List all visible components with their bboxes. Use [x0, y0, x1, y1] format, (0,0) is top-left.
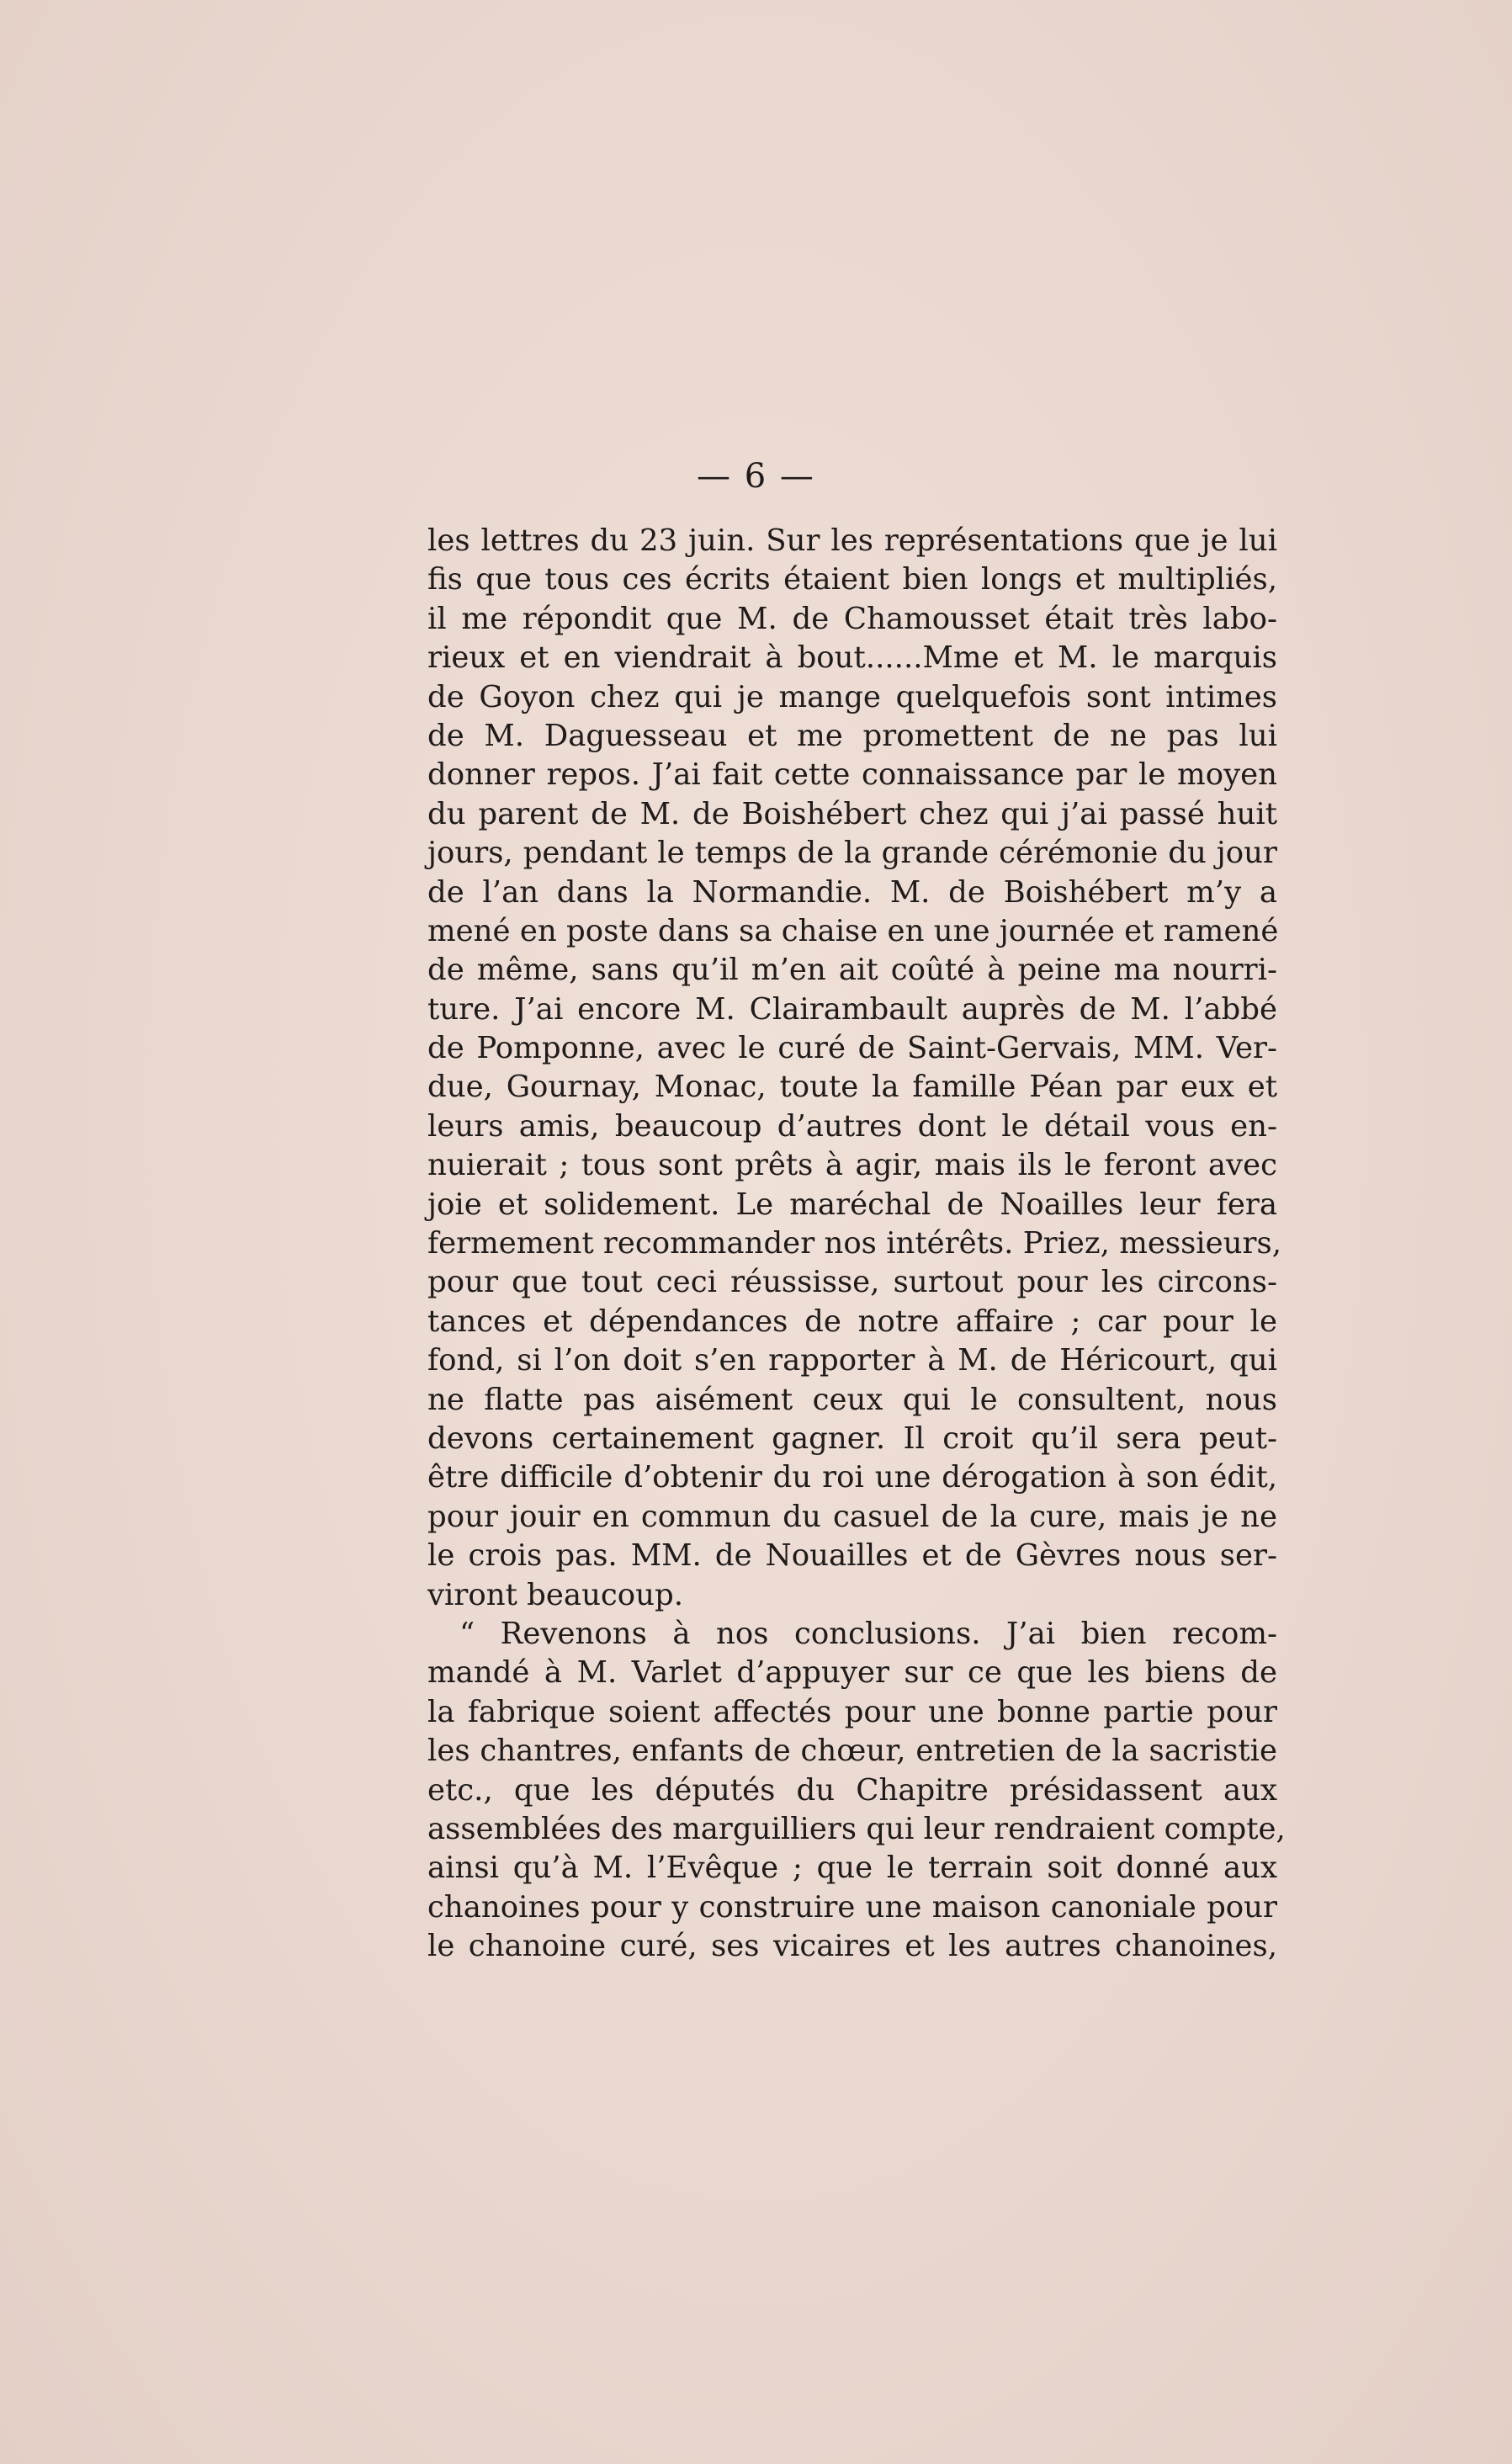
text-line: jours, pendant le temps de la grande cérémonie du jour — [427, 836, 1277, 871]
text-line: tances et dépendances de notre affaire ; car pour le — [427, 1304, 1277, 1339]
text-line: ne flatte pas aisément ceux qui le consultent, nous — [427, 1382, 1277, 1417]
text-line: joie et solidement. Le maréchal de Noailles leur fera — [427, 1187, 1277, 1222]
text-line: les lettres du 23 juin. Sur les représentations que je lui — [427, 523, 1277, 558]
text-line: ainsi qu’à M. l’Evêque ; que le terrain soit donné aux — [427, 1851, 1277, 1886]
body-text — [427, 522, 1286, 1966]
text-line: rieux et en viendrait à bout......Mme et M. le marquis — [427, 640, 1277, 676]
text-line: de Goyon chez qui je mange quelquefois sont intimes — [427, 679, 1277, 714]
text-line: du parent de M. de Boishébert chez qui j’ai passé huit — [427, 796, 1277, 831]
text-line: il me répondit que M. de Chamousset était très labo- — [427, 601, 1277, 636]
text-line: chanoines pour y construire une maison canoniale pour — [427, 1889, 1277, 1925]
text-line-paragraph-end: viront beaucoup. — [427, 1577, 684, 1612]
text-line: etc., que les députés du Chapitre présidassent aux — [427, 1772, 1277, 1808]
text-line: mené en poste dans sa chaise en une journée et ramené — [427, 913, 1279, 948]
text-line: ture. J’ai encore M. Clairambault auprès de M. l’abbé — [427, 991, 1277, 1027]
text-line: donner repos. J’ai fait cette connaissance par le moyen — [427, 757, 1277, 793]
text-line: leurs amis, beaucoup d’autres dont le détail vous en- — [427, 1108, 1277, 1144]
text-line: fis que tous ces écrits étaient bien longs et multipliés, — [427, 562, 1277, 597]
text-line: mandé à M. Varlet d’appuyer sur ce que les biens de — [427, 1655, 1277, 1691]
text-line: due, Gournay, Monac, toute la famille Péan par eux et — [427, 1070, 1277, 1105]
text-line: les chantres, enfants de chœur, entretien de la sacristie — [427, 1734, 1277, 1769]
text-line: la fabrique soient affectés pour une bonne partie pour — [427, 1694, 1277, 1729]
text-line: être difficile d’obtenir du roi une dérogation à son édit, — [427, 1460, 1277, 1495]
text-line: fond, si l’on doit s’en rapporter à M. de Héricourt, qui — [427, 1343, 1277, 1378]
text-line: nuierait ; tous sont prêts à agir, mais ils le feront avec — [427, 1148, 1277, 1183]
text-line: pour jouir en commun du casuel de la cure, mais je ne — [427, 1499, 1277, 1534]
text-line: le chanoine curé, ses vicaires et les autres chanoines, — [427, 1929, 1277, 1964]
text-line: pour que tout ceci réussisse, surtout pour les circons- — [427, 1265, 1277, 1300]
text-line-paragraph-start: “ Revenons à nos conclusions. J’ai bien recom- — [459, 1616, 1277, 1651]
text-line: de M. Daguesseau et me promettent de ne pas lui — [427, 718, 1277, 753]
page-number: — 6 — — [697, 457, 815, 496]
text-line: assemblées des marguilliers qui leur rendraient compte, — [427, 1811, 1286, 1846]
text-line: de Pomponne, avec le curé de Saint-Gervais, MM. Ver- — [427, 1031, 1277, 1066]
text-line: de même, sans qu’il m’en ait coûté à peine ma nourri- — [427, 953, 1277, 988]
text-line: devons certainement gagner. Il croit qu’il sera peut- — [427, 1421, 1277, 1456]
text-line: le crois pas. MM. de Nouailles et de Gèvres nous ser- — [427, 1538, 1277, 1574]
text-line: de l’an dans la Normandie. M. de Boishébert m’y a — [427, 874, 1277, 910]
text-line: fermement recommander nos intérêts. Priez, messieurs, — [427, 1226, 1282, 1261]
